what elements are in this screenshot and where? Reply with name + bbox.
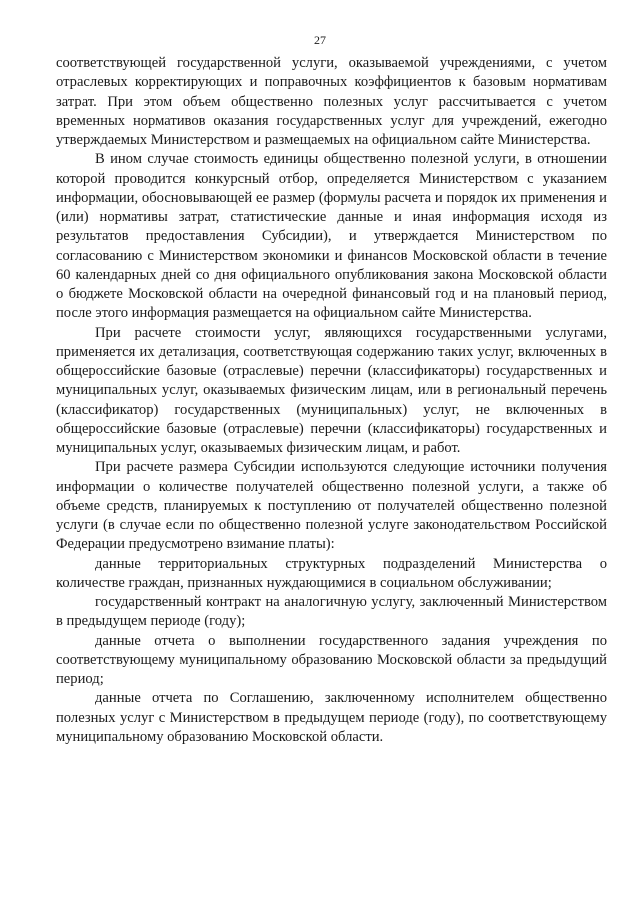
page-number: 27 <box>314 33 326 47</box>
document-body <box>56 54 607 747</box>
paragraph-7: данные отчета о выполнении государственного задания учреждения по соответствующему муниципальному образованию Московской области за предыдущий период; <box>56 632 607 687</box>
paragraph-1: соответствующей государственной услуги, оказываемой учреждениями, с учетом отраслевых корректирующих и поправочных коэффициентов к базовым нормативам затрат. При этом объем общественно полезных услуг рассчитывается с учетом временных нормативов оказания государственных услуг для учреждений, ежегодно утверждаемых Министерством и размещаемых на официальном сайте Министерства. <box>56 55 607 148</box>
paragraph-6: государственный контракт на аналогичную услугу, заключенный Министерством в предыдущем периоде (году); <box>56 594 607 630</box>
paragraph-3: При расчете стоимости услуг, являющихся государственными услугами, применяется их детализация, соответствующая содержанию таких услуг, включенных в общероссийские базовые (отраслевые) перечни (классификаторы) государственных и муниципальных услуг, оказываемых физическим лицам, или в региональный перечень (классификатор) государственных (муниципальных) услуг, не включенных в общероссийские базовые (отраслевые) перечни (классификаторы) государственных и муниципальных услуг, оказываемых физическим лицам, и работ. <box>56 324 607 456</box>
paragraph-5: данные территориальных структурных подразделений Министерства о количестве граждан, признанных нуждающимися в социальном обслуживании; <box>56 555 607 591</box>
paragraph-4: При расчете размера Субсидии используются следующие источники получения информации о количестве получателей общественно полезной услуги, а также об объеме средств, планируемых к поступлению от получателей общественно полезной услуги (в случае если по общественно полезной услуге законодательством Российской Федерации предусмотрено взимание платы): <box>56 459 607 553</box>
paragraph-2: В ином случае стоимость единицы общественно полезной услуги, в отношении которой проводится конкурсный отбор, определяется Министерством с указанием информации, обосновывающей ее размер (формулы расчета и порядок их применения и (или) нормативы затрат, статистические данные и иная информация исходя из результатов предоставления Субсидии), и утверждается Министерством по согласованию с Министерством экономики и финансов Московской области в течение 60 календарных дней со дня официального опубликования закона Московской области о бюджете Московской области на очередной финансовый год и на плановый период, после этого информация размещается на официальном сайте Министерства. <box>56 151 607 322</box>
paragraph-8: данные отчета по Соглашению, заключенному исполнителем общественно полезных услуг с Министерством в предыдущем периоде (году), по соответствующему муниципальному образованию Московской области. <box>56 690 607 745</box>
